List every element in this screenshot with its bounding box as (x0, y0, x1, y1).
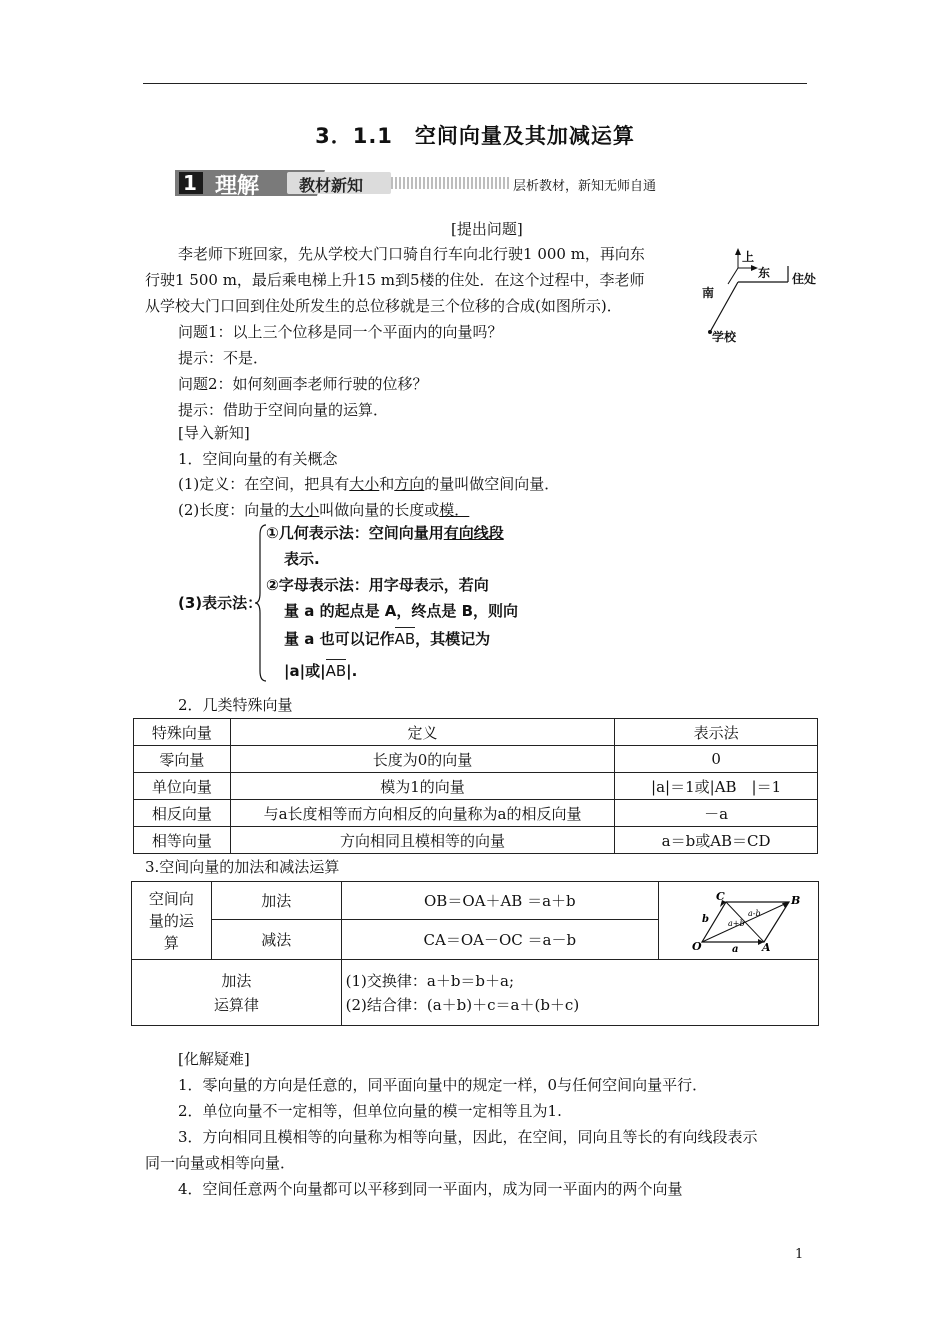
table-cell (659, 882, 819, 960)
table-cell: OB＝OA＋AB ＝a＋b (341, 882, 658, 920)
table-cell: 与a长度相等而方向相反的向量称为a的相反向量 (230, 800, 614, 827)
table-cell: CA＝OA－OC ＝a－b (341, 920, 658, 960)
heading-new-knowledge: [导入新知] (178, 424, 250, 442)
label-up: 上 (742, 250, 755, 264)
displacement-figure (700, 246, 830, 351)
doubt-line-4: 同一向量或相等向量． (145, 1154, 296, 1172)
banner-number: 1 (183, 171, 197, 195)
table-header-row (134, 719, 818, 746)
doubt-line-2: 2．单位向量不一定相等，但单位向量的模一定相等且为1. (178, 1102, 562, 1120)
header-rule (143, 83, 807, 84)
question-1: 问题1：以上三个位移是同一个平面内的向量吗？ (178, 323, 503, 341)
rep-line-4: 量 a 的起点是 A，终点是 B，则向 (284, 602, 519, 620)
table-cell: 单位向量 (134, 773, 231, 800)
table-row (134, 827, 818, 854)
label-b: b (701, 913, 709, 925)
para-line-2: 行驶1 500 m，最后乘电梯上升15 m到5楼的住处．在这个过程中，李老师 (145, 271, 645, 289)
page-title: 3．1.1 空间向量及其加减运算 (315, 124, 635, 148)
length-line: (2)长度：向量的大小叫做向量的长度或模． (178, 501, 470, 519)
table-cell: 相反向量 (134, 800, 231, 827)
brace-icon (254, 523, 268, 683)
heading-raise-questions: [提出问题] (451, 220, 523, 238)
item1-title: 1．空间向量的有关概念 (178, 450, 338, 468)
table-row (134, 746, 818, 773)
banner-word: 理解 (215, 174, 260, 199)
question-2: 问题2：如何刻画李老师行驶的位移？ (178, 375, 428, 393)
label-a-minus-b: a-b (747, 908, 761, 918)
label-a-plus-b: a+b (727, 918, 745, 928)
item2-title: 2．几类特殊向量 (178, 696, 293, 714)
table-cell: 空间向 量的运 算 (132, 882, 212, 960)
rep-line-1: ①几何表示法：空间向量用有向线段 (266, 524, 504, 542)
section-banner (175, 168, 847, 198)
label-school: 学校 (712, 330, 737, 344)
parallelogram-figure (664, 884, 814, 954)
table-row (134, 800, 818, 827)
doubt-line-3: 3．方向相同且模相等的向量称为相等向量，因此，在空间，同向且等长的有向线段表示 (178, 1128, 758, 1146)
table-header: 特殊向量 (134, 719, 231, 746)
label-B: B (790, 893, 800, 907)
table-cell: 减法 (211, 920, 341, 960)
para-line-1: 李老师下班回家，先从学校大门口骑自行车向北行驶1 000 m，再向东 (178, 245, 645, 263)
answer-2: 提示：借助于空间向量的运算． (178, 401, 389, 419)
doubt-line-5: 4．空间任意两个向量都可以平移到同一平面内，成为同一平面内的两个向量 (178, 1180, 683, 1198)
rep-line-3: ②字母表示法：用字母表示，若向 (266, 576, 489, 594)
label-C: C (715, 889, 725, 903)
table-cell: 零向量 (134, 746, 231, 773)
rep-line-2: 表示. (284, 550, 320, 568)
page-number: 1 (795, 1247, 804, 1262)
item3-title: 3.空间向量的加法和减法运算 (145, 858, 340, 876)
doubt-line-1: 1．零向量的方向是任意的，同平面向量中的规定一样，0与任何空间向量平行． (178, 1076, 708, 1094)
special-vectors-table (133, 718, 818, 854)
heading-resolve-doubts: [化解疑难] (178, 1050, 250, 1068)
operations-table (131, 881, 819, 1026)
rep-line-5: 量 a 也可以记作AB，其模记为 (284, 626, 490, 652)
label-a: a (731, 943, 738, 954)
banner-right-text: 层析教材，新知无师自通 (513, 179, 657, 194)
label-east: 东 (758, 266, 771, 280)
table-row (132, 882, 819, 920)
table-cell: 方向相同且模相等的向量 (230, 827, 614, 854)
label-O: O (691, 939, 702, 953)
rep-line-6: |a|或|AB|. (284, 658, 357, 684)
table-cell: 0 (615, 746, 818, 773)
table-cell: a＝b或AB＝CD (615, 827, 818, 854)
table-row (132, 960, 819, 1026)
answer-1: 提示：不是． (178, 349, 269, 367)
table-cell: 加法 运算律 (132, 960, 342, 1026)
table-cell: (1)交换律：a＋b＝b＋a; (2)结合律：(a＋b)＋c＝a＋(b＋c) (341, 960, 818, 1026)
definition-line: (1)定义：在空间，把具有大小和方向的量叫做空间向量． (178, 475, 560, 493)
label-south: 南 (702, 286, 715, 300)
table-cell: 相等向量 (134, 827, 231, 854)
table-cell: －a (615, 800, 818, 827)
table-cell: |a|＝1或|AB |＝1 (615, 773, 818, 800)
table-cell: 模为1的向量 (230, 773, 614, 800)
para-line-3: 从学校大门口回到住处所发生的总位移就是三个位移的合成(如图所示)． (145, 297, 622, 315)
label-home: 住处 (792, 272, 817, 286)
table-cell: 加法 (211, 882, 341, 920)
label-A: A (761, 940, 771, 954)
table-row (134, 773, 818, 800)
table-header: 表示法 (615, 719, 818, 746)
table-header: 定义 (230, 719, 614, 746)
representation-label: (3)表示法： (178, 594, 263, 612)
table-cell: 长度为0的向量 (230, 746, 614, 773)
banner-subtitle: 教材新知 (299, 176, 364, 195)
